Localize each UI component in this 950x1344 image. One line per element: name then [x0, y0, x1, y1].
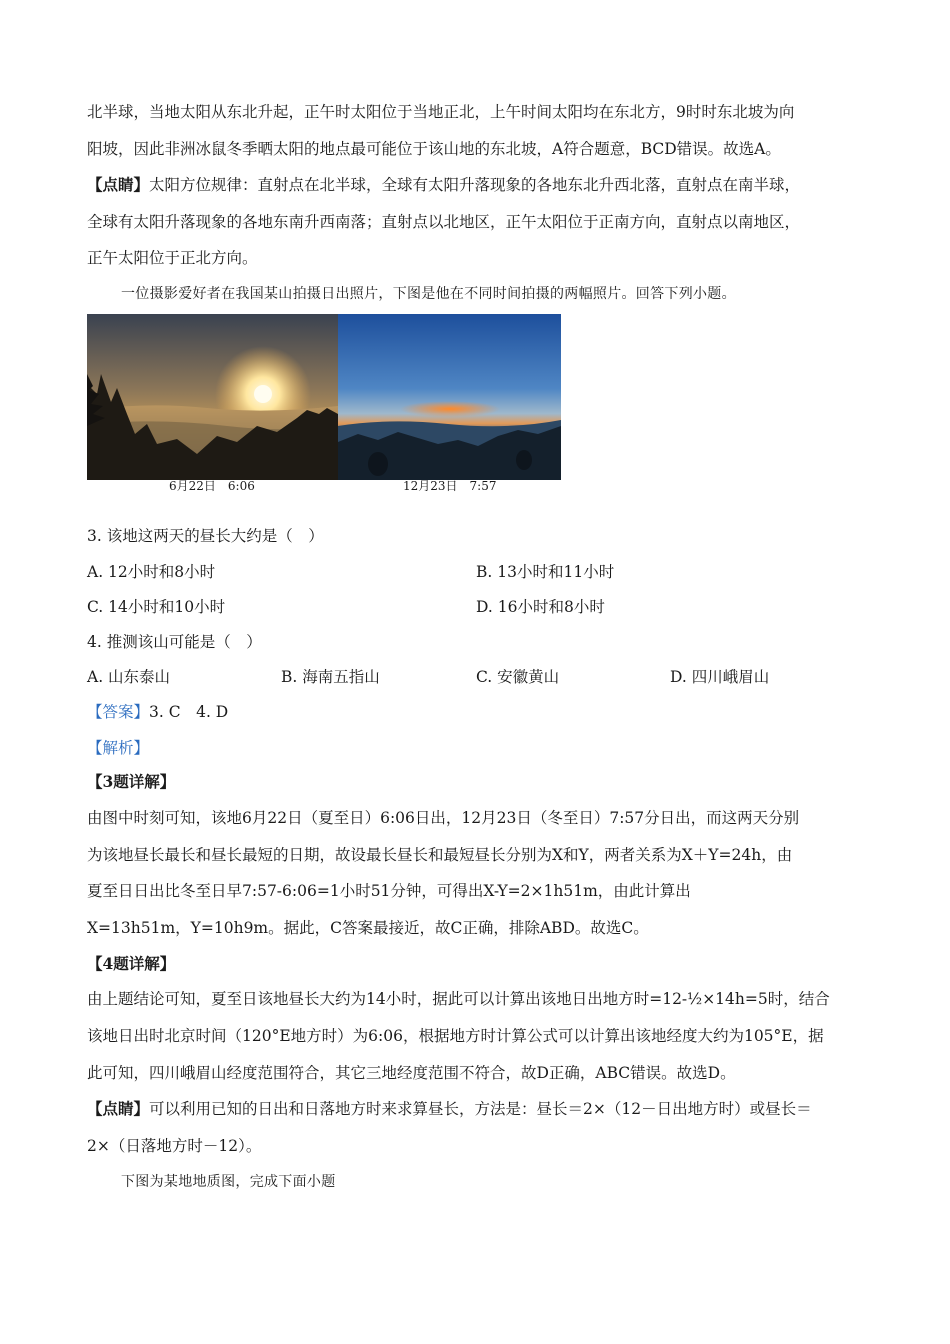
q4-detail-line: 此可知，四川峨眉山经度范围符合，其它三地经度范围不符合，故D正确，ABC错误。故选D。 [87, 1064, 736, 1082]
question-4-stem: 4. 推测该山可能是（ ） [87, 633, 262, 651]
question-3-option-b: B. 13小时和11小时 [476, 563, 615, 581]
tip-line: 全球有太阳升落现象的各地东南升西南落；直射点以北地区，正午太阳位于正南方向，直射点以南地区， [87, 213, 801, 231]
photo-caption: 12月23日 7:57 [403, 479, 497, 493]
question-4-option-d: D. 四川峨眉山 [670, 668, 770, 686]
tip-line: 正午太阳位于正北方向。 [87, 249, 258, 267]
sunrise-photo-june [87, 314, 338, 480]
analysis-tag-text: 【解析】 [87, 739, 150, 757]
question-4-option-c: C. 安徽黄山 [476, 668, 560, 686]
q3-detail-line: 夏至日日出比冬至日早7:57-6:06=1小时51分钟，可得出X-Y=2×1h51m，由此计算出 [87, 882, 691, 900]
question-3-stem: 3. 该地这两天的昼长大约是（ ） [87, 527, 324, 545]
para-line: 北半球，当地太阳从东北升起，正午时太阳位于当地正北，上午时间太阳均在东北方，9时时东北坡为向 [87, 103, 795, 121]
tip-paragraph [87, 1099, 812, 1119]
tip-tag: 【点睛】 [87, 175, 150, 194]
question-3-option-c: C. 14小时和10小时 [87, 598, 226, 616]
answer-line [87, 702, 228, 722]
answer-tag: 【答案】 [87, 703, 150, 721]
q4-detail-line: 由上题结论可知，夏至日该地昼长大约为14小时，据此可以计算出该地日出地方时=12-½×14h=5时，结合 [87, 990, 830, 1008]
tip-text: 可以利用已知的日出和日落地方时来求算昼长，方法是：昼长＝2×（12－日出地方时）或昼长＝ [149, 1100, 812, 1118]
q3-detail-line: 由图中时刻可知，该地6月22日（夏至日）6:06日出，12月23日（冬至日）7:57分日出，而这两天分别 [87, 809, 800, 827]
q3-detail-line: X=13h51m，Y=10h9m。据此，C答案最接近，故C正确，排除ABD。故选C。 [87, 919, 649, 937]
tip-tag: 【点睛】 [87, 1099, 150, 1118]
sunrise-photo-december-image [338, 314, 561, 480]
q3-detail-tag: 【3题详解】 [87, 772, 176, 791]
question-3-option-d: D. 16小时和8小时 [476, 598, 605, 616]
next-question-intro: 下图为某地地质图，完成下面小题 [121, 1174, 336, 1190]
question-3-option-a: A. 12小时和8小时 [87, 563, 216, 581]
sunrise-photo-june-image [87, 314, 338, 480]
analysis-tag [87, 738, 149, 758]
tip-line: 2×（日落地方时－12）。 [87, 1137, 262, 1155]
sunrise-photo-december [338, 314, 561, 480]
question-4-option-a: A. 山东泰山 [87, 668, 171, 686]
tip-text: 太阳方位规律：直射点在北半球，全球有太阳升落现象的各地东北升西北落，直射点在南半球， [149, 176, 801, 194]
q4-detail-line: 该地日出时北京时间（120°E地方时）为6:06，根据地方时计算公式可以计算出该地经度大约为105°E，据 [87, 1027, 824, 1045]
question-intro: 一位摄影爱好者在我国某山拍摄日出照片，下图是他在不同时间拍摄的两幅照片。回答下列小题。 [121, 286, 736, 302]
q3-detail-line: 为该地昼长最长和昼长最短的日期，故设最长昼长和最短昼长分别为X和Y，两者关系为X＋Y=24h，由 [87, 846, 793, 864]
question-4-option-b: B. 海南五指山 [281, 668, 380, 686]
q4-detail-tag: 【4题详解】 [87, 954, 176, 973]
tip-paragraph [87, 175, 800, 195]
photo-caption: 6月22日 6:06 [169, 479, 255, 493]
para-line: 阳坡，因此非洲冰鼠冬季晒太阳的地点最可能位于该山地的东北坡，A符合题意，BCD错误。故选A。 [87, 140, 781, 158]
answer-text: 3. C 4. D [149, 703, 229, 721]
